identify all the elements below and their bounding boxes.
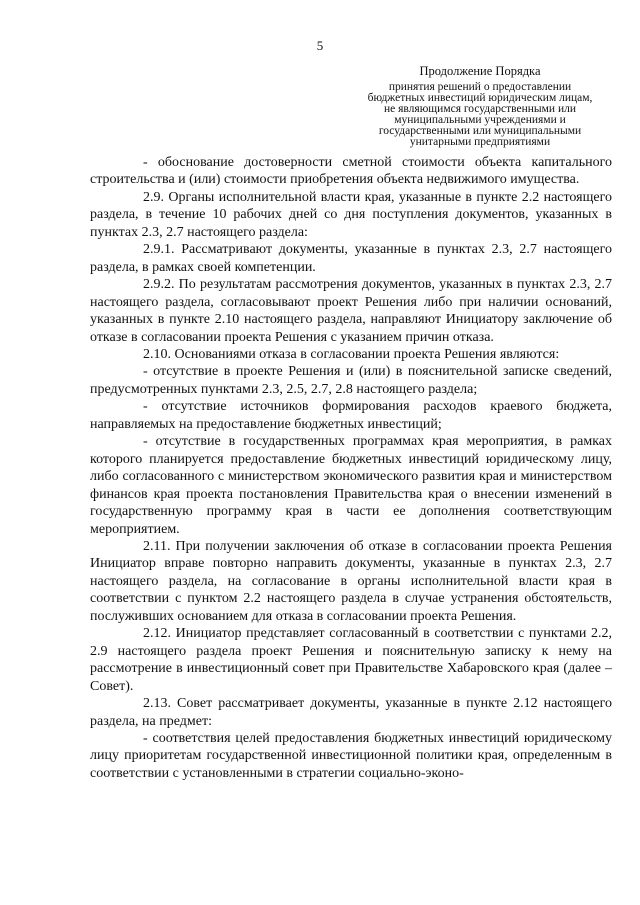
header-line: принятия решений о предоставлении — [388, 81, 572, 93]
header-title: Продолжение Порядка — [419, 64, 541, 78]
paragraph: 2.9.2. По результатам рассмотрения документов, указанных в пунктах 2.3, 2.7 настоящего раздела, согласовывают проект Решения либо при наличии оснований, указанных в пункте 2.10 настоящего раздела, направляют Инициатору заключение об отказе в согласовании проекта Решения с указанием причин отказа. — [90, 277, 612, 345]
paragraph: - обоснование достоверности сметной стоимости объекта капитального строительства и (или) стоимости приобретения объекта недвижимого имущества. — [90, 155, 612, 188]
paragraph: 2.10. Основаниями отказа в согласовании проекта Решения являются: — [143, 346, 560, 362]
document-body — [90, 154, 612, 782]
header-line: не являющимся государственными или — [383, 103, 576, 115]
paragraph: - отсутствие в проекте Решения и (или) в пояснительной записке сведений, предусмотренных пунктами 2.3, 2.5, 2.7, 2.8 настоящего раздела; — [90, 364, 612, 397]
page-number: 5 — [316, 38, 324, 53]
paragraph: 2.9.1. Рассматривают документы, указанные в пунктах 2.3, 2.7 настоящего раздела, в рамках своей компетенции. — [90, 242, 612, 275]
header-line: унитарными предприятиями — [409, 136, 551, 148]
paragraph: 2.12. Инициатор представляет согласованный в соответствии с пунктами 2.2, 2.9 настоящего раздела проект Решения и пояснительную записку к нему на рассмотрение в инвестиционный совет при Правительстве Хабаровского края (далее – Совет). — [90, 626, 612, 694]
paragraph: - соответствия целей предоставления бюджетных инвестиций юридическому лицу приоритетам государственной инвестиционной политики края, определенным в соответствии с установленными в стратегии социально-эконо- — [90, 730, 612, 781]
paragraph: 2.13. Совет рассматривает документы, указанные в пункте 2.12 настоящего раздела, на предмет: — [90, 696, 612, 729]
paragraph: 2.11. При получении заключения об отказе в согласовании проекта Решения Инициатор вправе повторно направить документы, указанные в пунктах 2.3, 2.7 настоящего раздела, на согласование в органы исполнительной власти края в соответствии с пунктом 2.2 настоящего раздела в случае устранения обстоятельств, послуживших основанием для отказа в согласовании проекта Решения. — [90, 538, 612, 624]
header-line: муниципальными учреждениями и — [394, 114, 566, 126]
paragraph: 2.9. Органы исполнительной власти края, указанные в пункте 2.2 настоящего раздела, в течение 10 рабочих дней со дня поступления документов, указанных в пунктах 2.3, 2.7 настоящего раздела: — [90, 189, 612, 240]
paragraph: - отсутствие источников формирования расходов краевого бюджета, направляемых на предоставление бюджетных инвестиций; — [90, 399, 612, 432]
header-line: государственными или муниципальными — [378, 125, 582, 137]
header-block — [352, 66, 608, 148]
header-line: бюджетных инвестиций юридическим лицам, — [367, 92, 593, 104]
paragraph: - отсутствие в государственных программах края мероприятия, в рамках которого планируется предоставление бюджетных инвестиций юридическому лицу, либо согласованного с министерством экономического развития края и министерством финансов края проекта постановления Правительства края о внесении изменений в государственную программу края в части ее дополнения соответствующим мероприятием. — [90, 434, 612, 537]
